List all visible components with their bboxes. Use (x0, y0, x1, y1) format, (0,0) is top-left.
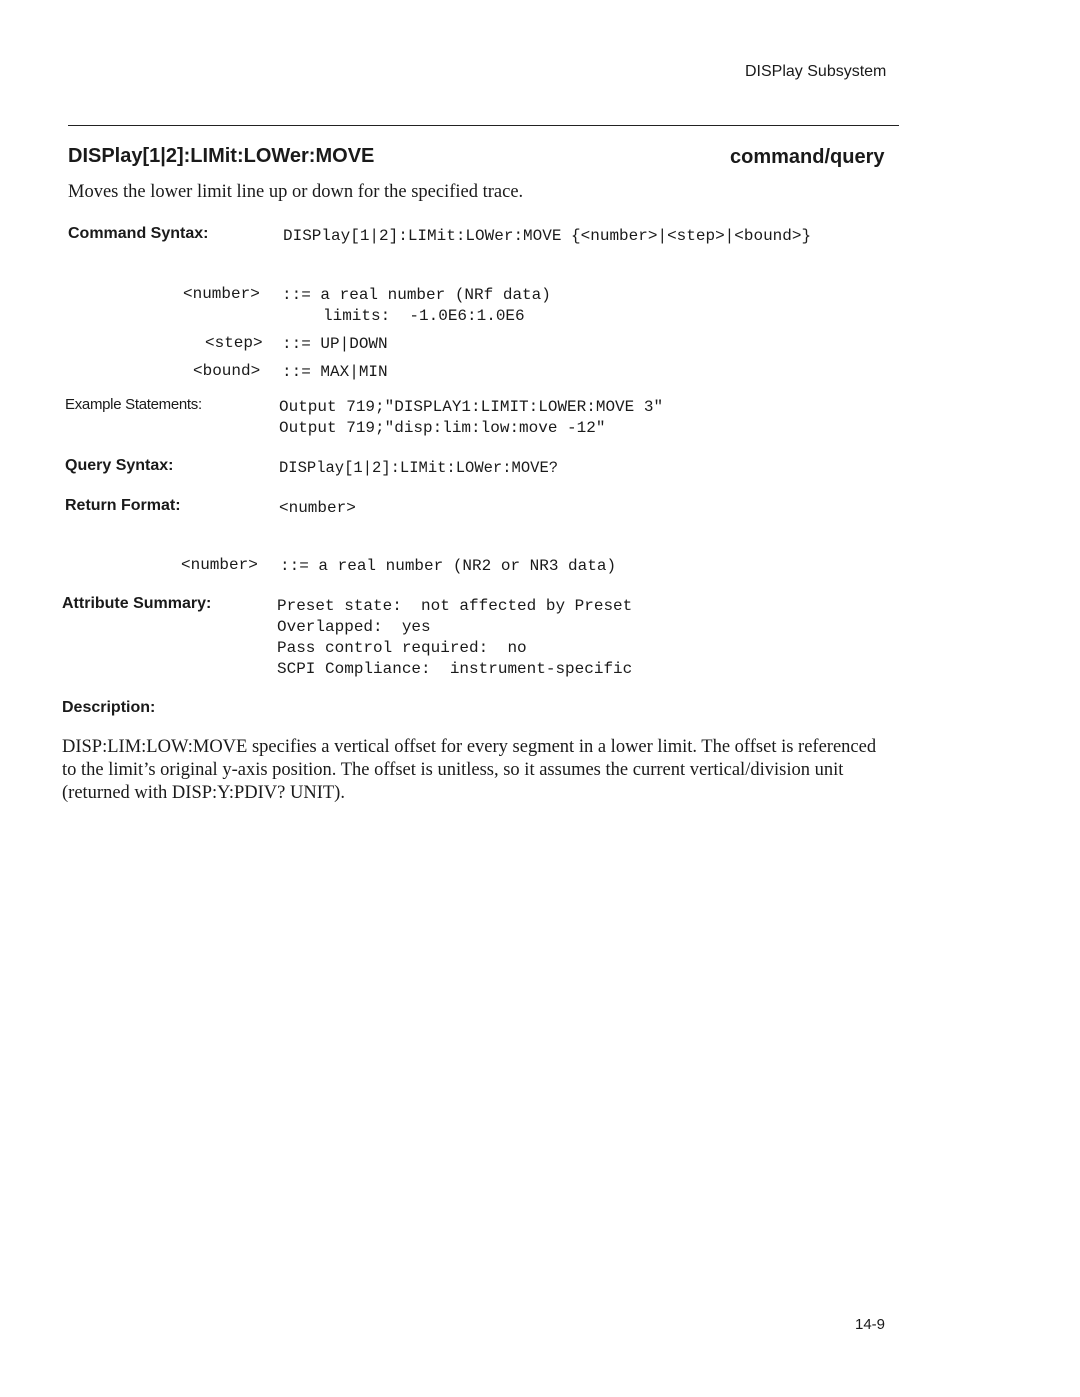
command-type: command/query (730, 146, 885, 168)
attribute-summary-label: Attribute Summary: (62, 595, 212, 612)
command-summary: Moves the lower limit line up or down for the specified trace. (68, 182, 524, 202)
bound-term: <bound> (193, 362, 261, 380)
bound-definition: ::= MAX|MIN (282, 363, 388, 381)
command-syntax-label: Command Syntax: (68, 225, 209, 242)
attribute-line: Preset state: not affected by Preset (277, 597, 633, 615)
example-statements-label: Example Statements: (65, 396, 202, 413)
description-label: Description: (62, 699, 156, 716)
running-header: DISPlay Subsystem (745, 63, 887, 80)
query-syntax-label: Query Syntax: (65, 457, 174, 474)
attribute-line: Overlapped: yes (277, 618, 431, 636)
number-limits: limits: -1.0E6:1.0E6 (323, 307, 525, 325)
step-definition: ::= UP|DOWN (282, 335, 388, 353)
description-body: DISP:LIM:LOW:MOVE specifies a vertical offset for every segment in a lower limit. The offset is referenced to the limit’s original y-axis position. The offset is unitless, so it assumes the current vertical/division unit (returned with DISP:Y:PDIV? UNIT). (62, 737, 877, 803)
example-line: Output 719;"DISPLAY1:LIMIT:LOWER:MOVE 3" (279, 398, 664, 416)
return-number-term: <number> (181, 556, 258, 574)
return-number-definition: ::= a real number (NR2 or NR3 data) (280, 557, 617, 575)
example-line: Output 719;"disp:lim:low:move -12" (279, 419, 606, 437)
number-definition: ::= a real number (NRf data) (282, 286, 551, 304)
step-term: <step> (205, 334, 263, 352)
return-format-value: <number> (279, 499, 356, 517)
number-term: <number> (183, 285, 260, 303)
page-number: 14-9 (855, 1316, 886, 1333)
query-syntax-value: DISPlay[1|2]:LIMit:LOWer:MOVE? (279, 459, 559, 477)
return-format-label: Return Format: (65, 497, 181, 514)
command-title: DISPlay[1|2]:LIMit:LOWer:MOVE (68, 145, 375, 167)
attribute-line: Pass control required: no (277, 639, 527, 657)
command-syntax-value: DISPlay[1|2]:LIMit:LOWer:MOVE {<number>|<step>|<bound>} (283, 227, 812, 245)
header-rule (68, 125, 899, 126)
attribute-line: SCPI Compliance: instrument-specific (277, 660, 633, 678)
